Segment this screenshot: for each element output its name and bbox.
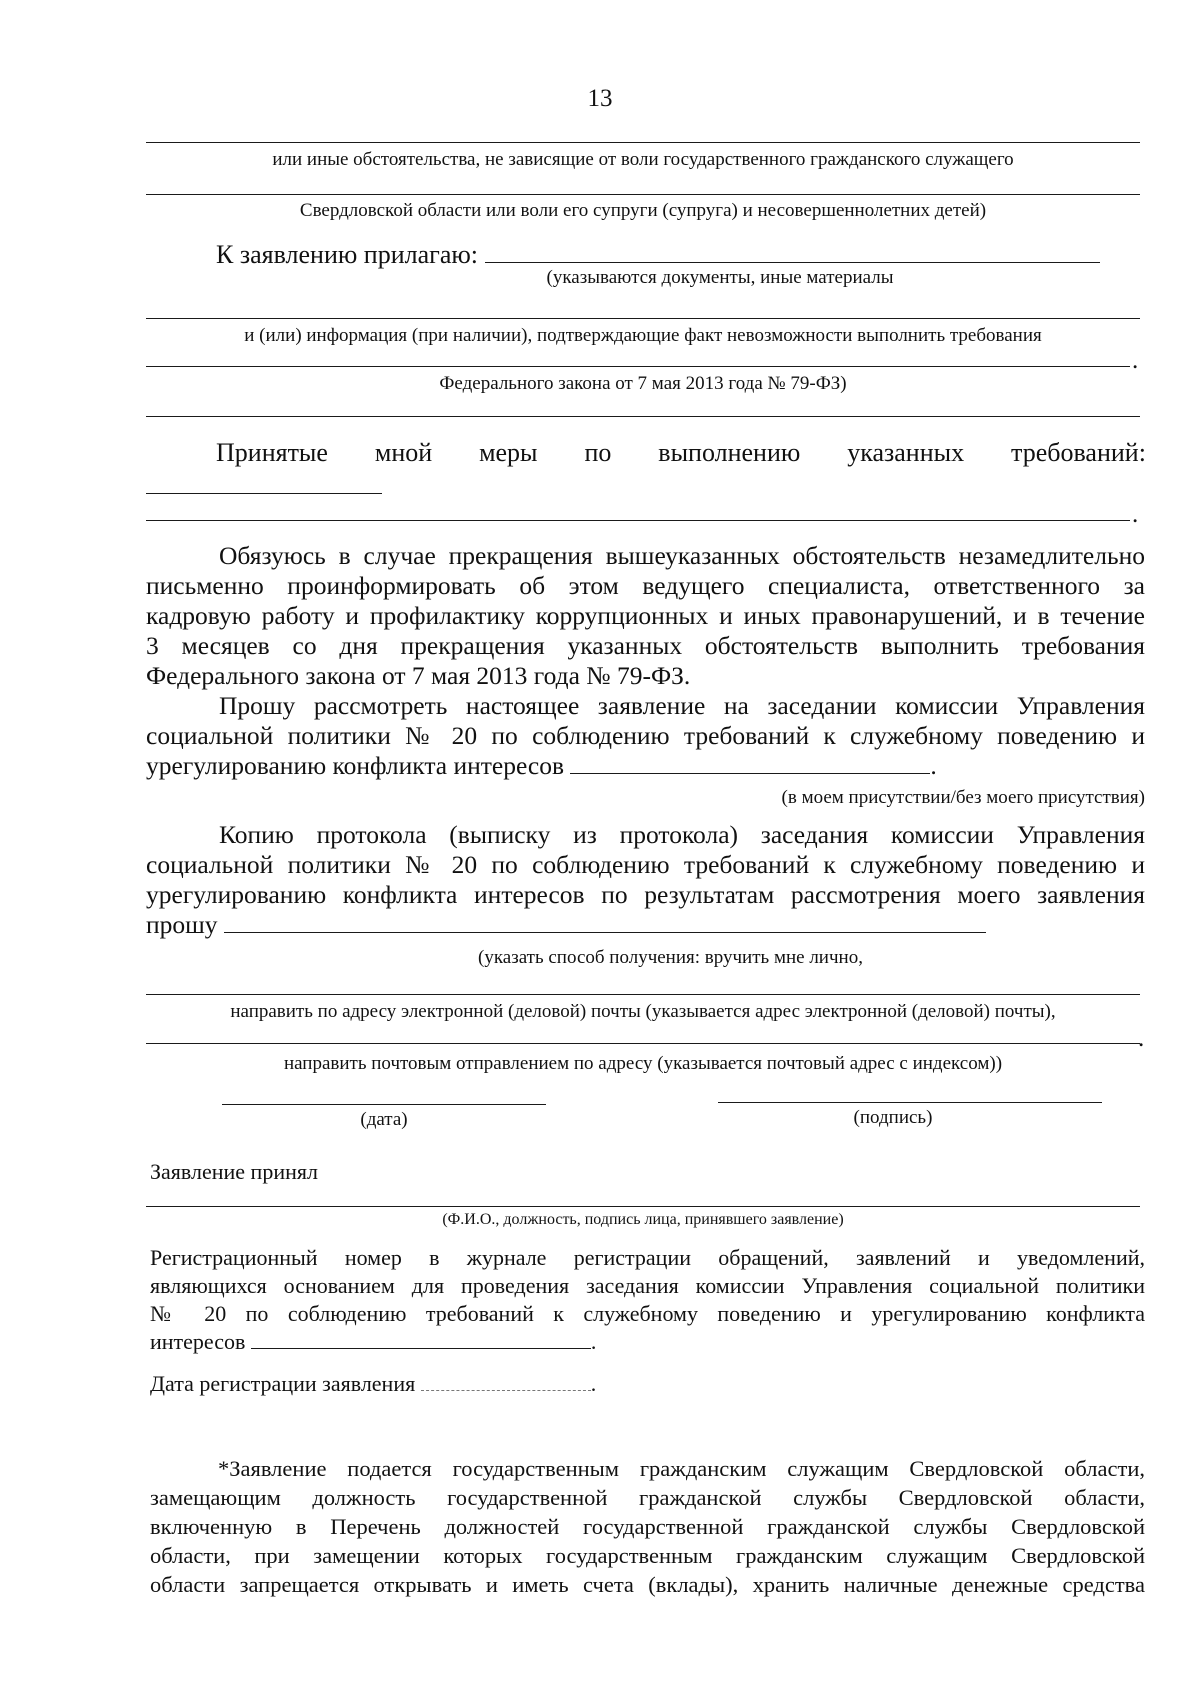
- registration-date-label: Дата регистрации заявления: [150, 1371, 416, 1396]
- date-fill-line[interactable]: [222, 1104, 546, 1105]
- attach-caption-3: Федерального закона от 7 мая 2013 года № 79-ФЗ): [439, 373, 847, 394]
- underline: [146, 318, 1140, 319]
- paragraph-line: [146, 910, 1145, 940]
- accepted-fill-line[interactable]: [146, 1206, 1140, 1207]
- commit-paragraph: [146, 541, 1145, 691]
- paragraph-line: Копию протокола (выписку из протокола) заседания комиссии Управления: [219, 820, 1145, 849]
- measures-word: мной: [374, 438, 433, 467]
- signature-fill-line[interactable]: [718, 1102, 1102, 1103]
- registration-date-row: Дата регистрации заявления .: [150, 1371, 597, 1396]
- registration-date-fill[interactable]: [421, 1372, 591, 1391]
- date-label: (дата): [360, 1109, 408, 1130]
- registration-number-fill[interactable]: [251, 1330, 591, 1349]
- footnote-line: области запрещается открывать и иметь счета (вклады), хранить наличные денежные средства: [150, 1572, 1145, 1597]
- registration-line: № 20 по соблюдению требований к служебному поведению и урегулированию конфликта: [150, 1301, 1145, 1326]
- measures-word: по: [584, 438, 612, 467]
- footnote: [150, 1454, 1145, 1599]
- paragraph-line: урегулированию конфликта интересов по результатам рассмотрения моего заявления: [146, 880, 1145, 909]
- measures-word: выполнению: [658, 438, 801, 467]
- footnote-line: *Заявление подается государственным гражданским служащим Свердловской области,: [218, 1456, 1145, 1481]
- paragraph-line-text: прошу: [146, 910, 218, 939]
- registration-line: интересов .: [150, 1329, 597, 1354]
- underline: [146, 366, 1130, 367]
- paragraph-line: Федерального закона от 7 мая 2013 года № 79-ФЗ.: [146, 661, 691, 690]
- attach-caption-2: и (или) информация (при наличии), подтверждающие факт невозможности выполнить требования: [244, 325, 1042, 346]
- measures-fill-line[interactable]: [146, 493, 382, 494]
- paragraph-line: кадровую работу и профилактику коррупционных и иных правонарушений, и в течение: [146, 601, 1145, 630]
- registration-line: Регистрационный номер в журнале регистрации обращений, заявлений и уведомлений,: [150, 1245, 1145, 1270]
- delivery-caption-2: направить по адресу электронной (деловой) почты (указывается адрес электронной (деловой) почты),: [230, 1001, 1056, 1022]
- registration-block: [150, 1244, 1145, 1356]
- caption-circumstances: или иные обстоятельства, не зависящие от воли государственного гражданского служащего: [272, 149, 1014, 170]
- underline: [146, 1043, 1140, 1044]
- measures-word: Принятые: [216, 438, 328, 467]
- underline: [146, 142, 1140, 143]
- delivery-fill-line[interactable]: [224, 912, 986, 933]
- paragraph-line: социальной политики № 20 по соблюдению требований к служебному поведению и: [146, 721, 1145, 750]
- measures-fill-line-2[interactable]: [146, 520, 1130, 521]
- paragraph-line: 3 месяцев со дня прекращения указанных обстоятельств выполнить требования: [146, 631, 1145, 660]
- attach-caption-1: (указываются документы, иные материалы: [546, 267, 894, 288]
- attach-label: К заявлению прилагаю:: [216, 240, 479, 269]
- registration-line-text: интересов: [150, 1329, 246, 1354]
- caption-circumstances-cont: Свердловской области или воли его супруги (супруга) и несовершеннолетних детей): [299, 200, 987, 221]
- accepted-caption: (Ф.И.О., должность, подпись лица, принявшего заявление): [442, 1211, 844, 1228]
- underline: [146, 994, 1140, 995]
- paragraph-line: социальной политики № 20 по соблюдению требований к служебному поведению и: [146, 850, 1145, 879]
- page-number: 13: [587, 85, 613, 112]
- underline: [146, 194, 1140, 195]
- period: .: [1132, 347, 1139, 374]
- measures-word: меры: [479, 438, 538, 467]
- measures-word: указанных: [847, 438, 965, 467]
- presence-fill-line[interactable]: [570, 753, 930, 774]
- copy-paragraph: [146, 820, 1145, 940]
- delivery-caption-3: направить почтовым отправлением по адресу (указывается почтовый адрес с индексом)): [283, 1053, 1003, 1074]
- period: .: [1132, 501, 1139, 528]
- underline: [146, 416, 1140, 417]
- registration-line: являющихся основанием для проведения заседания комиссии Управления социальной политики: [150, 1273, 1145, 1298]
- signature-label: (подпись): [853, 1107, 933, 1128]
- request-paragraph: [146, 691, 1145, 781]
- attach-fill-line[interactable]: [485, 262, 1100, 263]
- measures-line: [216, 438, 1146, 468]
- paragraph-line: урегулированию конфликта интересов .: [146, 751, 937, 780]
- period: .: [1138, 1025, 1145, 1052]
- presence-caption: (в моем присутствии/без моего присутствия): [781, 787, 1145, 808]
- accepted-label: Заявление принял: [150, 1159, 318, 1184]
- footnote-line: области, при замещении которых государственным гражданским служащим Свердловской: [150, 1543, 1145, 1568]
- delivery-caption-1: (указать способ получения: вручить мне лично,: [478, 947, 863, 968]
- measures-word: требований:: [1011, 438, 1146, 467]
- footnote-line: замещающим должность государственной гражданской службы Свердловской области,: [150, 1485, 1145, 1510]
- paragraph-line-text: урегулированию конфликта интересов: [146, 751, 565, 780]
- paragraph-line: Прошу рассмотреть настоящее заявление на заседании комиссии Управления: [219, 691, 1145, 720]
- paragraph-line: письменно проинформировать об этом ведущего специалиста, ответственного за: [146, 571, 1145, 600]
- paragraph-line: Обязуюсь в случае прекращения вышеуказанных обстоятельств незамедлительно: [219, 541, 1145, 570]
- footnote-line: включенную в Перечень должностей государственной гражданской службы Свердловской: [150, 1514, 1145, 1539]
